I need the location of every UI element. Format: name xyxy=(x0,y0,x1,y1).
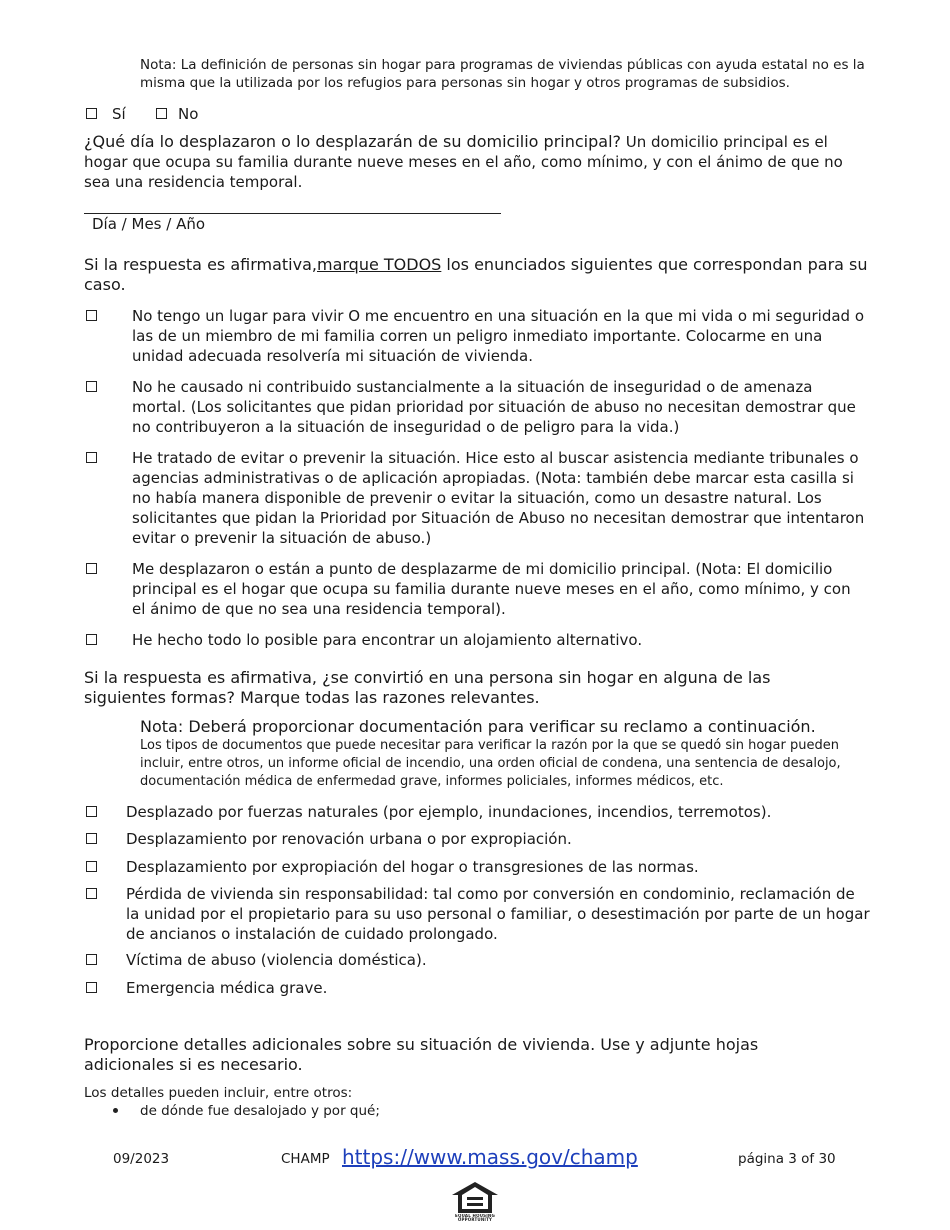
criteria-checkbox-1[interactable] xyxy=(86,310,97,321)
displacement-question-text: ¿Qué día lo desplazaron o lo desplazarán de su domicilio principal? xyxy=(84,132,621,151)
details-bullet-1: de dónde fue desalojado y por qué; xyxy=(84,1102,874,1120)
reason-checkbox-5[interactable] xyxy=(86,954,97,965)
documentation-note xyxy=(140,717,880,791)
mark-all-emphasis: marque TODOS xyxy=(316,255,442,274)
date-format-label: Día / Mes / Año xyxy=(92,215,206,233)
criteria-text-3: He tratado de evitar o prevenir la situación. Hice esto al buscar asistencia mediante tribunales o agencias administrativas o de aplicación apropiadas. (Nota: también debe marcar esta casilla si no había manera disponible de prevenir o evitar la situación, como un desastre natural. Los solicitantes que pidan la Prioridad por Situación de Abuso no necesitan demostrar que intentaron evitar o prevenir la situación de abuso.) xyxy=(132,449,865,547)
reason-text-1: Desplazado por fuerzas naturales (por ejemplo, inundaciones, incendios, terremotos). xyxy=(126,803,772,821)
yes-no-group xyxy=(84,104,284,124)
reason-text-3: Desplazamiento por expropiación del hogar o transgresiones de las normas. xyxy=(126,858,699,876)
details-lead: Los detalles pueden incluir, entre otros: xyxy=(84,1085,353,1101)
yes-label: Sí xyxy=(112,105,126,123)
footer-champ-link[interactable]: https://www.mass.gov/champ xyxy=(342,1145,638,1169)
reason-text-4: Pérdida de vivienda sin responsabilidad: tal como por conversión en condominio, reclamación de la unidad por el propietario para su uso personal o familiar, o desestimación por parte de un hogar de ancianos o instalación de cuidado prolongado. xyxy=(126,885,870,943)
footer-date: 09/2023 xyxy=(113,1151,170,1167)
criteria-text-4: Me desplazaron o están a punto de desplazarme de mi domicilio principal. (Nota: El domicilio principal es el hogar que ocupa su familia durante nueve meses en el año, como mínimo, y con el ánimo de que no sea una residencia temporal). xyxy=(132,560,851,618)
criteria-text-5: He hecho todo lo posible para encontrar un alojamiento alternativo. xyxy=(132,631,643,649)
mark-all-intro-end: los enunciados siguientes que correspondan para su caso. xyxy=(84,255,868,294)
criteria-checkbox-5[interactable] xyxy=(86,634,97,645)
reason-checkbox-1[interactable] xyxy=(86,806,97,817)
reason-checkbox-4[interactable] xyxy=(86,888,97,899)
equal-housing-caption: EQUAL HOUSING OPPORTUNITY xyxy=(455,1214,495,1222)
mark-all-intro xyxy=(84,255,874,295)
criteria-checkbox-2[interactable] xyxy=(86,381,97,392)
reason-checkbox-2[interactable] xyxy=(86,833,97,844)
homeless-reasons-intro: Si la respuesta es afirmativa, ¿se convirtió en una persona sin hogar en alguna de las siguientes formas? Marque todas las razones relevantes. xyxy=(84,668,771,707)
displacement-question xyxy=(84,132,864,192)
criteria-checkbox-3[interactable] xyxy=(86,452,97,463)
no-label: No xyxy=(178,105,199,123)
criteria-checkbox-4[interactable] xyxy=(86,563,97,574)
footer-program: CHAMP xyxy=(281,1151,330,1167)
homeless-definition-note: Nota: La definición de personas sin hogar para programas de viviendas públicas con ayuda estatal no es la misma que la utilizada por los refugios para personas sin hogar y otros programas de subsidios. xyxy=(140,57,865,91)
details-list-block xyxy=(84,1084,874,1120)
criteria-text-2: No he causado ni contribuido sustancialmente a la situación de inseguridad o de amenaza mortal. (Los solicitantes que pidan prioridad por situación de abuso no necesitan demostrar que no contribuyeron a la situación de inseguridad o de peligro para la vida.) xyxy=(132,378,856,436)
footer-page-number: página 3 of 30 xyxy=(738,1151,836,1167)
criteria-text-1: No tengo un lugar para vivir O me encuentro en una situación en la que mi vida o mi seguridad o las de un miembro de mi familia corren un peligro inmediato importante. Colocarme en una unidad adecuada resolvería mi situación de vivienda. xyxy=(132,307,865,365)
details-bullet-list xyxy=(84,1102,874,1120)
documentation-note-body: Los tipos de documentos que puede necesitar para verificar la razón por la que se quedó sin hogar pueden incluir, entre otros, un informe oficial de incendio, una orden oficial de condena, una sentencia de desalojo, documentación médica de enfermedad grave, informes policiales, informes médicos, etc. xyxy=(140,738,841,789)
additional-details-intro: Proporcione detalles adicionales sobre su situación de vivienda. Use y adjunte hojas adicionales si es necesario. xyxy=(84,1035,759,1074)
reason-checkbox-6[interactable] xyxy=(86,982,97,993)
equal-housing-logo xyxy=(449,1180,501,1224)
documentation-note-title: Nota: Deberá proporcionar documentación para verificar su reclamo a continuación. xyxy=(140,717,816,736)
reason-text-2: Desplazamiento por renovación urbana o por expropiación. xyxy=(126,830,572,848)
yes-checkbox[interactable] xyxy=(86,108,97,119)
no-checkbox[interactable] xyxy=(156,108,167,119)
reason-checkbox-3[interactable] xyxy=(86,861,97,872)
mark-all-intro-start: Si la respuesta es afirmativa, xyxy=(84,255,317,274)
reason-text-6: Emergencia médica grave. xyxy=(126,979,328,997)
reason-text-5: Víctima de abuso (violencia doméstica). xyxy=(126,951,427,969)
principal-residence-explanation: Un domicilio principal es el hogar que ocupa su familia durante nueve meses en el año, como mínimo, y con el ánimo de que no sea una residencia temporal. xyxy=(84,133,843,191)
